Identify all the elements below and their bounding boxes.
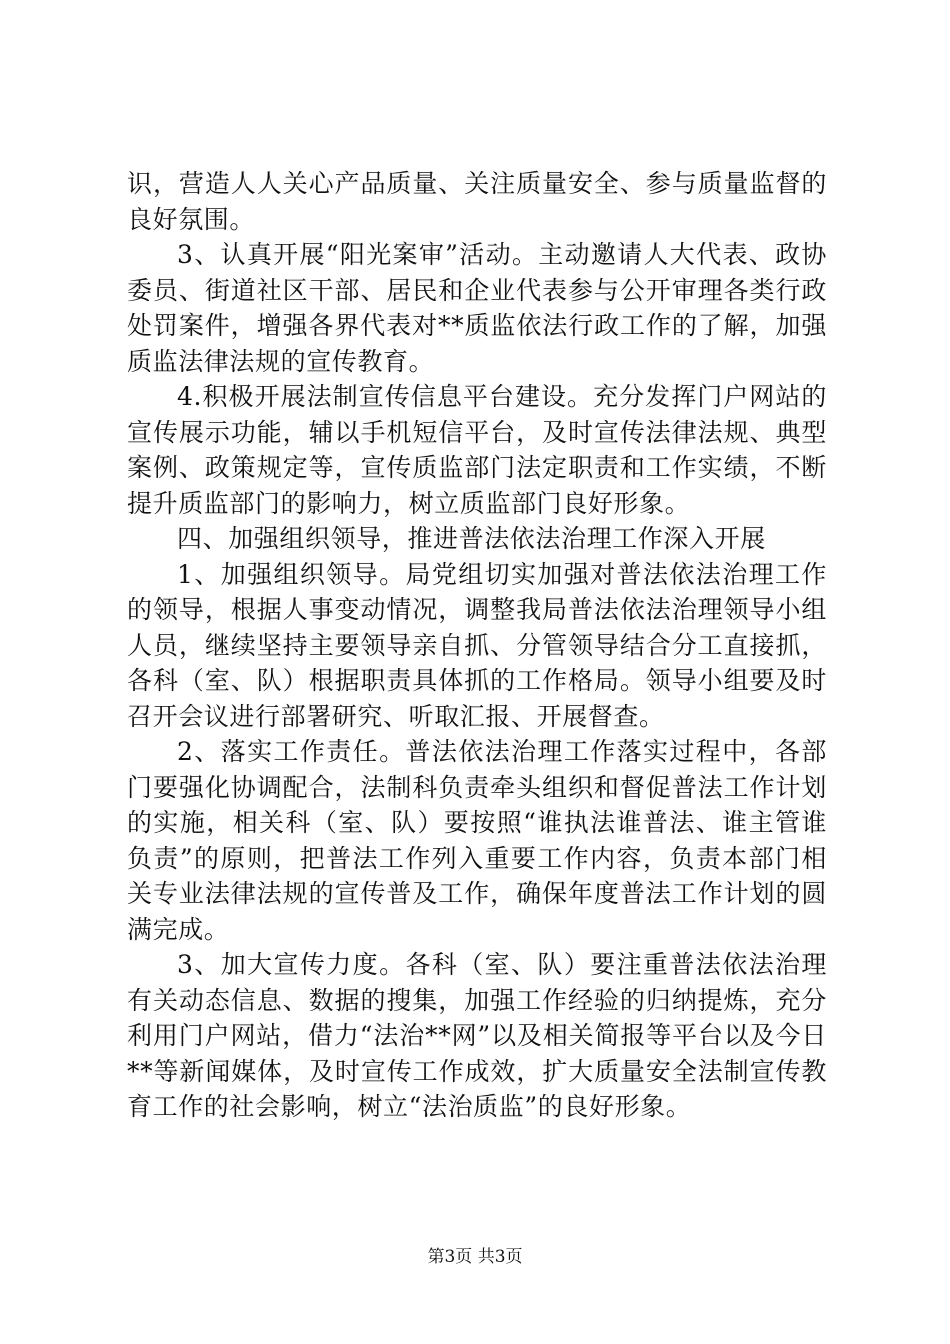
paragraph: 4.积极开展法制宣传信息平台建设。充分发挥门户网站的宣传展示功能，辅以手机短信平台，及时宣传法律法规、典型案例、政策规定等，宣传质监部门法定职责和工作实绩，不断提升质监部门的影响力，树立质监部门良好形象。 [127,382,827,518]
paragraph: 2、落实工作责任。普法依法治理工作落实过程中，各部门要强化协调配合，法制科负责牵头组织和督促普法工作计划的实施，相关科（室、队）要按照“谁执法谁普法、谁主管谁负责”的原则，把普法工作列入重要工作内容，负责本部门相关专业法律法规的宣传普及工作，确保年度普法工作计划的圆满完成。 [127,737,827,944]
section-heading: 四、加强组织领导，推进普法依法治理工作深入开展 [177,524,766,553]
page-number-footer: 第3页 共3页 [427,1247,523,1267]
paragraph: 3、加大宣传力度。各科（室、队）要注重普法依法治理有关动态信息、数据的搜集，加强工作经验的归纳提炼，充分利用门户网站，借力“法治**网”以及相关简报等平台以及今日**等新闻媒体，及时宣传工作成效，扩大质量安全法制宣传教育工作的社会影响，树立“法治质监”的良好形象。 [127,950,827,1121]
paragraph: 3、认真开展“阳光案审”活动。主动邀请人大代表、政协委员、街道社区干部、居民和企业代表参与公开审理各类行政处罚案件，增强各界代表对**质监依法行政工作的了解，加强质监法律法规的宣传教育。 [127,240,827,376]
paragraph: 1、加强组织领导。局党组切实加强对普法依法治理工作的领导，根据人事变动情况，调整我局普法依法治理领导小组人员，继续坚持主要领导亲自抓、分管领导结合分工直接抓，各科（室、队）根据职责具体抓的工作格局。领导小组要及时召开会议进行部署研究、听取汇报、开展督查。 [127,559,827,731]
paragraph: 识，营造人人关心产品质量、关注质量安全、参与质量监督的良好氛围。 [127,169,827,234]
document-body [127,166,827,1125]
